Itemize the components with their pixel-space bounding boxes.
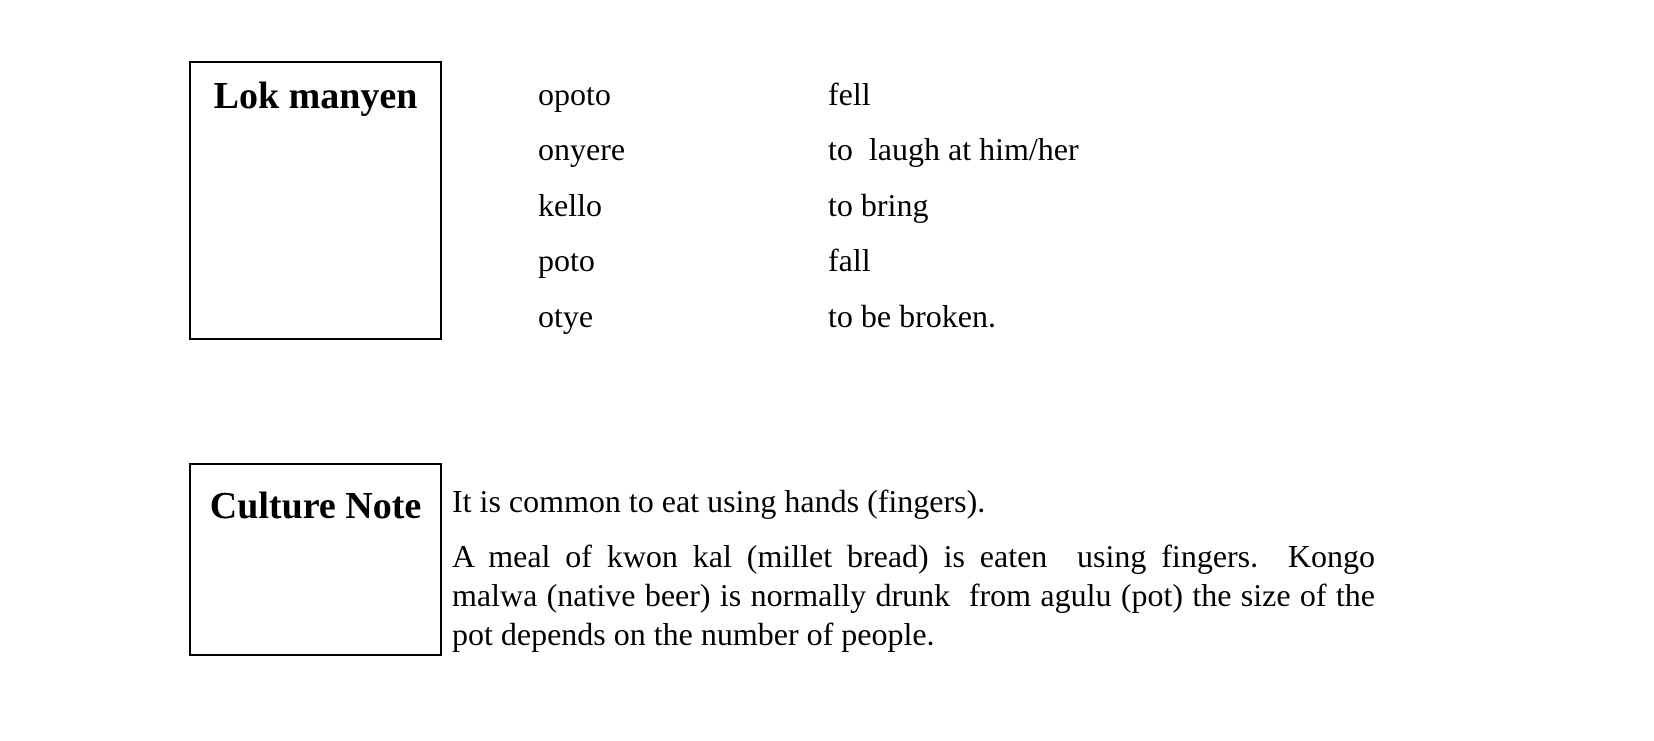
culture-note-paragraph: A meal of kwon kal (millet bread) is eaten using fingers. Kongo malwa (native beer) is normally drunk from agulu (pot) the size of the pot depends on the number of people. [452,538,1383,652]
vocab-row [538,76,1079,131]
culture-label-box [189,463,442,656]
culture-section-title: Culture Note [209,485,422,527]
culture-note-line: It is common to eat using hands (fingers). [452,483,986,519]
vocab-term: poto [538,242,595,279]
vocab-meaning: fall [828,242,871,279]
vocab-row [538,242,1079,297]
vocab-term: kello [538,186,602,223]
vocab-row [538,187,1079,242]
vocab-term: otye [538,297,594,334]
vocab-term: opoto [538,76,611,112]
vocab-row [538,298,1079,353]
vocab-meaning: fell [828,76,871,112]
vocab-term: onyere [538,131,626,168]
culture-note-text [452,482,1383,654]
vocab-meaning: to bring [828,186,929,223]
vocab-section-title: Lok manyen [213,75,418,117]
vocab-meaning: to be broken. [828,297,996,334]
vocab-meaning: to laugh at him/her [828,131,1079,168]
vocab-label-box [189,61,442,340]
vocab-list [538,76,1079,353]
vocab-row [538,131,1079,186]
